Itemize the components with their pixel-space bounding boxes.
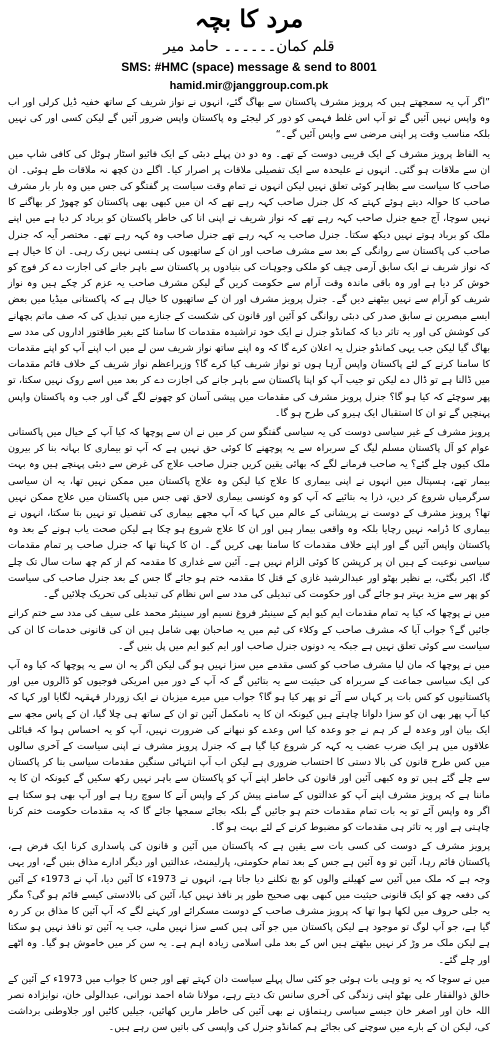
paragraph: پرویز مشرف کے دوست کی کسی بات سے یقین ہے کہ پاکستان میں آئین و قانون کی پاسداری کرنا ایک فرض ہے، پاکستان قائم رہا، آئین تو وہ آئین ہے جس کے بعد تمام حکومتی، پارلیمنٹ، عدالتیں اور دیگر ادارے مذاق بنیں گے، اور یہی وجہ ہے کہ ملک میں آئین سے کھیلنے والوں کو بچ نکلنے دیا جاتا ہے، انہوں نے 1973ء کا آئین دیا، آپ نے 1973ء کے آئین کی دفعہ چھ کو ایک قانونی حیثیت میں کبھی بھی صحیح طور پر نافذ نہیں کیا، آئین کی بالادستی کیسے قائم ہو گی؟ مگر یہ جلی حروف میں لکھا ہوا تھا کہ پرویز مشرف صاحب کے دوست مسکرائے اور کہنے لگے کہ آپ آئین کا مذاق بن کر رہ گیا ہے، جو آپ لوگ تو موجود ہے لیکن پاکستان میں جو آئی ہیں کسے سزا نہیں ملی، جب یہ آئین تو نافذ نہیں ہو سکتا ہے لیکن ملک مر وڑ کر نہیں بیٹھتے ہیں اس کے بعد ملی اسلامی زیادہ اہم ہے۔ یہ سن کر میں خاموش ہو گیا۔ وہ اٹھے اور چلے گئے۔ (8, 841, 490, 966)
sms-line: SMS: #HMC (space) message & send to 8001 (121, 60, 377, 74)
paragraph: میں نے پوچھا کہ کیا یہ تمام مقدمات ایم کیو ایم کے سینیٹر فروغ نسیم اور سینیٹر محمد علی سیف کی مدد سے ختم کرانے جائیں گے؟ جواب آیا کہ مشرف صاحب کے وکلاء کی ٹیم میں یہ صاحبان بھی شامل ہیں ان کی قانونی خدمات کا ان کی سیاست سے کوئی تعلق نہیں ہے جبکہ یہ دونوں جنرل صاحب اور ایم کیو ایم میں پل بنیں گے۔ (8, 608, 490, 652)
article-title: مرد کا بچہ (194, 4, 304, 33)
paragraph: یہ الفاظ پرویز مشرف کے ایک قریبی دوست کے تھے۔ وہ دو دن پہلے دبئی کے ایک فائیو اسٹار ہوٹل کی کافی شاپ میں ان سے ملاقات ہو گئی۔ انہوں نے علیحدہ سے ایک تفصیلی ملاقات پر اصرار کیا۔ اگلے دن کچھ نہ ملاقات طے ہوئی۔ ان صاحب کا سیاست سے بظاہر کوئی تعلق نہیں لیکن انہوں نے تمام وقت سیاست پر گفتگو کی جس میں وہ بار بار مشرف صاحب کا حوالہ دیتے ہوئے کہتے کہ کل جنرل صاحب کہہ رہے تھے کہ ان میں کبھی بھی پاکستان کو چھوڑ کر بھاگنے کا نہیں سوچا، آج جمع جنرل صاحب کہہ رہے تھے کہ نواز شریف نے اپنی انا کی خاطر پاکستان کو برباد کر دیا ہے میں اپنے ملک کو برباد ہوتے نہیں دیکھ سکتا۔ جنرل صاحب یہ کہہ رہے تھے جنرل صاحب وہ کہہ رہے تھے۔ مختصر اًیہ کہ جنرل صاحب کی پاکستان سے روانگی کے بعد سے مشرف صاحب اور ان کے ساتھیوں کی ہنسی نہیں رک رہی۔ ان کا خیال ہے کہ نواز شریف نے ایک سابق آرمی چیف کو ملکی وجوہات کی بنیادوں پر پاکستان سے باہر جانے کی اجازت دے کر فوج کو خوش کر دیا ہے اور وہ باقی ماندہ وقت آرام سے حکومت کریں گے لیکن مشرف صاحب یہ عزم کر چکے ہیں وہ نواز شریف کو آرام سے نہیں بیٹھنے دیں گے۔ جنرل پرویز مشرف اور ان کے ساتھیوں کا خیال ہے کہ پاکستانی میڈیا میں بعض ایسے مبصرین نے سابق صدر کی دبئی روانگی کو آئین اور قانون کی شکست کے جنازے میں تبدیل کی کہ صف ماتم بچھانے کی کوشش کی اور یہ تاثر دیا کہ کمانڈو جنرل نے ایک خود تراشیدہ مقدمات کا سامنا کئے بغیر طاقتور اداروں کی مدد سے بھاگ گیا لیکن جب یہی کمانڈو جنرل یہ اعلان کرے گا کہ وہ اپنے ساتھ نواز شریف سن لے میں اب اپنے آپ کو اپنے مقدمات کا سامنا کرنے کے لئے پاکستان واپس آرہا ہوں تو نواز شریف کیا کرے گا؟ وزیراعظم نواز شریف کے خلاف قائم مقدمات میں ڈالنا ہے تو ڈال دے لیکن تو جیب آپ کو اپنا پاکستان سے باہر جانے کی اجازت دے کر بعد میں اسے روک نہیں سکتا، تو پھر سوچئے کہ کیا ہو گا؟ جنرل پرویز مشرف کی مقدمات میں پیشی آسان کو چھونے لگے گی اور جب وہ پاکستان واپس پہنچیں گے تو ان کا استقبال ایک ہیرو کی طرح ہو گا۔ (8, 148, 490, 419)
paragraph: پرویز مشرف کے غیر سیاسی دوست کی یہ سیاسی گفتگو سن کر میں نے ان سے پوچھا کہ کیا آپ کے خیال میں پاکستانی عوام کو آل پاکستان مسلم لیگ کے سربراہ سے یہ پوچھنے کا کوئی حق نہیں ہے کہ آپ تو بیماری کا بہانہ بنا کر بیرون ملک کیوں چلے گئے؟ یہ صاحب فرمانے لگے کہ بھائی یقین کریں جنرل صاحب علاج کی غرض سے دبئی پہنچے ہیں وہ بہت بیمار تھے، ہسپتال میں انہوں نے اپنی بیماری کا علاج کیا لیکن وہ علاج پاکستان میں ممکن نہیں تھا، یہ ان سیاسی سرگرمیاں شروع کر دیں، ذرا یہ بتائیے کہ آپ کو وہ کونسی بیماری لاحق تھی جس میں پاکستان میں علاج ممکن نہیں تھا؟ پرویز مشرف کے دوست نے پریشانی کے عالم میں کہا کہ آپ مجھے بیماری کی تفصیل تو نہیں بتا سکتا، انہوں نے بیماری کا ڈرامہ نہیں رچایا بلکہ وہ واقعی بیمار ہیں اور ان کا علاج شروع ہو چکا ہے لیکن صحت یاب ہونے کے بعد وہ پاکستان واپس آئیں گے اور اپنے خلاف مقدمات کا سامنا بھی کریں گے۔ ان کا کہنا تھا کہ جنرل صاحب پر تمام مقدمات سیاسی نوعیت کے ہیں ان پر کرپشن کا کوئی الزام نہیں ہے۔ آئین سے غداری کا مقدمہ کم از کم چھ سات سال تک چلے گا، اکبر بگٹی، بے نظیر بھٹو اور عبدالرشید غازی کے قتل کا مقدمہ ختم ہو جائے گا جس کے بعد جنرل صاحب کی سیاست کو پھر سے مزید بہتر ہو جائے گی اور حکومت کی تبدیلی کی مدد سے اس نظام کی تبدیلی کی تحریک چلائیں گے۔ (8, 427, 490, 601)
author-line: قلم کمان۔۔۔۔۔۔ حامد میر (163, 37, 335, 55)
paragraph: ”اگر آپ یہ سمجھتے ہیں کہ پرویز مشرف پاکستان سے بھاگ گئے، انہوں نے نواز شریف کے ساتھ خفیہ ڈیل کرلی اور اب وہ واپس نہیں آئیں گے تو آپ اس غلط فہمی کو دور کر لیجئے وہ پاکستان واپس ضرور آئیں گے لیکن کسی اور کی نہیں بلکہ مناسب وقت پر اپنی مرضی سے واپس آئیں گے۔“ (8, 97, 490, 141)
article-body (8, 95, 490, 1037)
author-email: hamid.mir@janggroup.com.pk (169, 80, 329, 92)
paragraph: میں نے سوچا کہ یہ تو وہی بات ہوئی جو کئی سال پہلے سیاست دان کہتے تھے اور جس کا جواب میں 1973ء کے آئین کے خالق ذوالفقار علی بھٹو اپنی زندگی کی آخری سانس تک دیتے رہے، مولانا شاہ احمد نورانی، عبدالولی خان، نوابزادہ نصر اللہ خان اور اصغر خان جیسے سیاسی رہنماؤں نے بھی آئین کی خاطر ماریں کھائیں، جیلیں کاٹیں اور جلاوطنی برداشت کی، لیکن ان کے بارے میں سوچنے کی بجائے ہم کمانڈو جنرل کی واپسی کی باتیں سن رہے ہیں۔ (8, 973, 490, 1034)
paragraph: میں نے پوچھا کہ مان لیا مشرف صاحب کو کسی مقدمے میں سزا نہیں ہو گی لیکن اگر یہ ان سے یہ پوچھا کہ کیا وہ آپ کی ایک سیاسی جماعت کے سربراہ کی حیثیت سے یہ بتائیں گے کہ آپ کے دور میں امریکی فوجیوں کو ڈالروں میں اور پاکستانیوں کو کس بات پر کہاں سے آئے تو پھر کیا ہو گا؟ جواب میں میرے میزبان نے ایک زوردار قہقہہ لگایا اور کہا کہ کیا آپ پھر بھی ان کو سزا دلوانا چاہتے ہیں کیونکہ ان کا یہ نامکمل آئین تو ان کے ساتھ ہی چلا گیا، ان کے پاس مجھ سے ایک بیان اور وعدہ لے کر ہم نے جو وعدہ کیا اس وعدے کو نبھانے کی ضرورت نہیں، آپ کو یہ احساس ہوا کہ قبائلی علاقوں میں ہر ایک ضرب عضب یہ کہہ کر شروع کیا گیا ہے کہ جنرل پرویز مشرف نے اپنی سیاست کے آخری سالوں میں کس طرح قانون کی بالا دستی کا احتساب ضروری ہے لیکن اب آپ انتہائی سنگین مقدمات سیاسی بنا کر پاکستان سے چلے گئے ہیں تو وہ کبھی آئین اور قانون کی خاطر اپنے آپ کو پاکستان سے باہر نہیں رکھ سکیں گے کیونکہ ان کا یہ ماننا ہے کہ پرویز مشرف اپنے آپ کو عدالتوں کے سامنے پیش کر کے واپس آنے کا سوچ رہا ہے اور آپ بھی ہو سکتا ہے اگر وہ واپس آئے تو یہ بات تمام مقدمات ختم ہو جائیں گے بلکہ بجائے سمجھا جائے گا کہ یہ مقدمات حکومت ختم کرنا چاہتی ہے اور یہ تاثر ہی مقدمات کو مضبوط کرنے کے لئے بہت ہو گا۔ (8, 659, 490, 833)
